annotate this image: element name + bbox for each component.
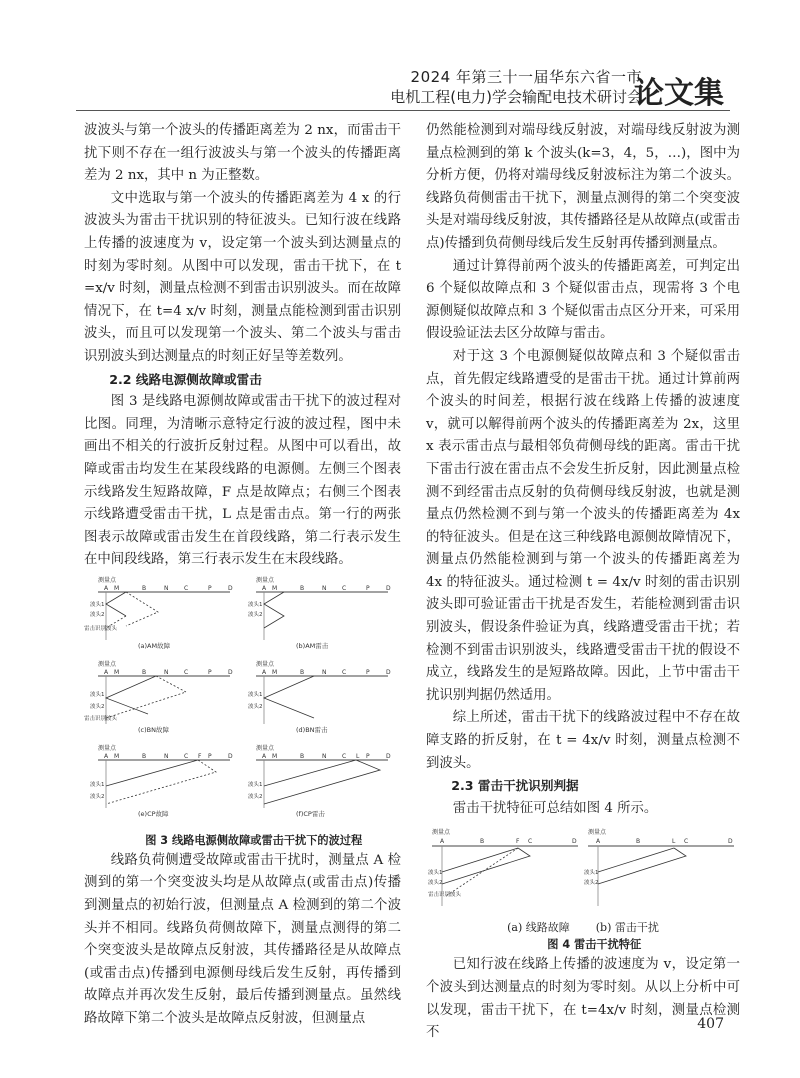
svg-text:N: N xyxy=(322,752,327,760)
svg-text:波头1: 波头1 xyxy=(584,870,599,877)
svg-text:测量点: 测量点 xyxy=(256,660,275,668)
paragraph: 雷击干扰特征可总结如图 4 所示。 xyxy=(452,800,658,816)
svg-text:波头2: 波头2 xyxy=(428,880,443,887)
svg-text:测量点: 测量点 xyxy=(588,829,607,837)
paragraph: 已知行波在线路上传播的波速度为 v，设定第一个波头到达测量点的时刻为零时刻。从以上分析中可以发现，雷击干扰下，在 t=4x/v 时刻，测量点检测不 xyxy=(426,957,740,1041)
header-rule xyxy=(76,110,730,111)
header-line2: 电机工程(电力)学会输配电技术研讨会 xyxy=(390,88,642,106)
svg-text:波头2: 波头2 xyxy=(584,880,599,887)
svg-text:测量点: 测量点 xyxy=(98,744,117,752)
paragraph: 通过计算得前两个波头的传播距离差，可判定出 6 个疑似故障点和 3 个疑似雷击点，现需将 3 个电源侧疑似故障点和 3 个疑似雷击点区分开来，可采用假设验证法去区分故障与雷击。 xyxy=(426,258,740,342)
svg-text:A: A xyxy=(104,752,109,760)
svg-text:(a)AM故障: (a)AM故障 xyxy=(138,641,171,650)
svg-text:B: B xyxy=(480,838,485,846)
svg-text:波头1: 波头1 xyxy=(248,601,263,608)
svg-text:A: A xyxy=(262,668,267,676)
svg-text:波头1: 波头1 xyxy=(90,691,105,698)
svg-text:波头2: 波头2 xyxy=(90,611,105,618)
svg-text:波头2: 波头2 xyxy=(90,793,105,800)
svg-text:D: D xyxy=(228,752,233,760)
svg-text:波头1: 波头1 xyxy=(248,781,263,788)
svg-text:L: L xyxy=(672,838,676,846)
svg-text:雷击识别波头: 雷击识别波头 xyxy=(428,892,462,899)
svg-text:(f)CP雷击: (f)CP雷击 xyxy=(296,809,325,818)
figure-4-subcaptions xyxy=(426,920,740,936)
svg-text:P: P xyxy=(208,668,212,676)
svg-text:测量点: 测量点 xyxy=(432,829,451,837)
svg-text:P: P xyxy=(366,584,370,592)
svg-text:C: C xyxy=(528,838,533,846)
svg-text:波头1: 波头1 xyxy=(428,870,443,877)
svg-text:B: B xyxy=(300,584,305,592)
svg-text:P: P xyxy=(208,752,212,760)
svg-text:雷击识别波头: 雷击识别波头 xyxy=(84,715,118,722)
svg-text:D: D xyxy=(386,668,391,676)
svg-text:波头2: 波头2 xyxy=(90,703,105,710)
svg-text:C: C xyxy=(342,668,347,676)
paragraph: 文中选取与第一个波头的传播距离差为 4 x 的行波波头为雷击干扰识别的特征波头。已知行波在线路上传播的波速度为 v，设定第一个波头到达测量点的时刻为零时刻。从图中可以发现，雷击干扰下，在 t =x/v 时刻，测量点检测不到雷击识别波头。而在故障情况下，在 t=4 x/v 时刻，测量点能检测到雷击识别波头，而且可以发现第一个波头、第二个波头与雷击识别波头到达测量点的时刻正好呈等差数列。 xyxy=(84,190,401,364)
svg-text:N: N xyxy=(164,584,169,592)
svg-text:B: B xyxy=(142,668,147,676)
svg-text:(c)BN故障: (c)BN故障 xyxy=(138,725,169,734)
svg-text:C: C xyxy=(342,584,347,592)
svg-text:L: L xyxy=(356,752,360,760)
svg-text:波头2: 波头2 xyxy=(248,611,263,618)
svg-text:F: F xyxy=(198,752,202,760)
svg-text:波头1: 波头1 xyxy=(90,601,105,608)
svg-text:A: A xyxy=(440,838,445,846)
svg-text:测量点: 测量点 xyxy=(98,660,117,668)
paragraph: 仍然能检测到对端母线反射波，对端母线反射波为测量点检测到的第 k 个波头(k=3，4，5，…)，图中为分析方便，仍将对端母线反射波标注为第二个波头。线路负荷侧雷击干扰下，测量点测得的第二个突变波头是对端母线反射波，其传播路径是从故障点(或雷击点)传播到负荷侧母线后发生反射再传播到测量点。 xyxy=(426,123,740,251)
svg-text:F: F xyxy=(516,838,520,846)
svg-text:(d)BN雷击: (d)BN雷击 xyxy=(296,725,328,734)
svg-text:P: P xyxy=(366,752,370,760)
figure-4 xyxy=(426,824,740,918)
svg-text:A: A xyxy=(104,668,109,676)
paragraph: 波波头与第一个波头的传播距离差为 2 nx，而雷击干扰下则不存在一组行波波头与第一个波头的传播距离差为 2 nx，其中 n 为正整数。 xyxy=(84,123,401,184)
svg-text:D: D xyxy=(228,668,233,676)
svg-text:波头1: 波头1 xyxy=(90,781,105,788)
svg-text:A: A xyxy=(262,752,267,760)
svg-text:M: M xyxy=(272,752,278,760)
fig4-panel-b xyxy=(584,828,734,906)
panel-f xyxy=(248,744,391,818)
section-heading: 2.3 雷击干扰识别判据 xyxy=(451,778,579,794)
svg-text:波头2: 波头2 xyxy=(248,793,263,800)
svg-text:波头1: 波头1 xyxy=(248,691,263,698)
svg-text:雷击识别波头: 雷击识别波头 xyxy=(84,625,118,632)
figure-3 xyxy=(84,574,401,828)
svg-text:D: D xyxy=(386,752,391,760)
svg-text:M: M xyxy=(114,668,120,676)
svg-text:M: M xyxy=(114,584,120,592)
svg-text:(e)CP故障: (e)CP故障 xyxy=(138,809,169,818)
svg-text:B: B xyxy=(142,584,147,592)
figure-4-caption: 图 4 雷击干扰特征 xyxy=(547,938,642,952)
svg-text:D: D xyxy=(228,584,233,592)
figure-3-caption: 图 3 线路电源侧故障或雷击干扰下的波过程 xyxy=(145,833,363,847)
paragraph: 对于这 3 个电源侧疑似故障点和 3 个疑似雷击点，首先假定线路遭受的是雷击干扰。通过计算前两个波头的时间差，根据行波在线路上传播的波速度 v，就可以解得前两个波头的传播距离差为 2x，这里 x 表示雷击点与最相邻负荷侧母线的距离。雷击干扰下雷击行波在雷击点不会发生折反射，因此测量点检测不到经雷击点反射的负荷侧母线反射波，也就是测量点仍然检测不到与第一个波头的传播距离差为 4x 的特征波头。但是在这三种线路电源侧故障情况下，测量点仍然能检测到与第一个波头的传播距离差为 4x 的特征波头。通过检测 t = 4x/v 时刻的雷击识别波头即可验证雷击干扰是否发生，若能检测到雷击识别波头，假设条件验证为真，线路遭受雷击干扰；若检测不到雷击识别波头，线路遭受雷击干扰的假设不成立，线路发生的是短路故障。因此，上节中雷击干扰识别判据仍然适用。 xyxy=(426,348,740,703)
svg-text:D: D xyxy=(728,838,733,846)
panel-e xyxy=(90,744,233,818)
svg-text:测量点: 测量点 xyxy=(98,576,117,584)
svg-text:N: N xyxy=(164,668,169,676)
svg-text:M: M xyxy=(114,752,120,760)
svg-text:(b)AM雷击: (b)AM雷击 xyxy=(296,641,329,650)
svg-text:A: A xyxy=(104,584,109,592)
svg-text:M: M xyxy=(272,668,278,676)
figure-3-diagram xyxy=(84,574,401,828)
svg-text:测量点: 测量点 xyxy=(256,744,275,752)
svg-text:D: D xyxy=(572,838,577,846)
paragraph: 线路负荷侧遭受故障或雷击干扰时，测量点 A 检测到的第一个突变波头均是从故障点(或雷击点)传播到测量点的初始行波，但测量点 A 检测到的第二个波头并不相同。线路负荷侧故障下，测量点测得的第二个突变波头是故障点反射波，其传播路径是从故障点(或雷击点)传播到电源侧母线后发生反射，再传播到故障点并再次发生反射，最后传播到测量点。虽然线路故障下第二个波头是故障点反射波，但测量点 xyxy=(84,852,401,1027)
svg-text:B: B xyxy=(300,752,305,760)
svg-text:N: N xyxy=(322,668,327,676)
svg-text:C: C xyxy=(684,838,689,846)
svg-text:C: C xyxy=(184,668,189,676)
svg-text:测量点: 测量点 xyxy=(256,576,275,584)
svg-text:B: B xyxy=(300,668,305,676)
fig4-panel-a xyxy=(428,828,578,906)
header-badge: 论文集 xyxy=(634,76,724,111)
panel-c xyxy=(84,660,233,734)
svg-text:N: N xyxy=(322,584,327,592)
svg-text:P: P xyxy=(366,668,370,676)
svg-text:B: B xyxy=(142,752,147,760)
svg-text:M: M xyxy=(272,584,278,592)
svg-text:A: A xyxy=(596,838,601,846)
subcaption-b: (b) 雷击干扰 xyxy=(595,921,659,935)
paragraph: 图 3 是线路电源侧故障或雷击干扰下的波过程对比图。同理，为清晰示意特定行波的波过程，图中未画出不相关的行波折反射过程。从图中可以看出，故障或雷击均发生在某段线路的电源侧。左侧三个图表示线路发生短路故障，F 点是故障点；右侧三个图表示线路遭受雷击干扰，L 点是雷击点。第一行的两张图表示故障或雷击发生在首段线路，第二行表示发生在中间段线路，第三行表示发生在末段线路。 xyxy=(84,394,401,568)
svg-text:D: D xyxy=(386,584,391,592)
svg-text:C: C xyxy=(342,752,347,760)
svg-text:B: B xyxy=(636,838,641,846)
subcaption-a: (a) 线路故障 xyxy=(507,921,570,935)
page-number: 407 xyxy=(697,1016,724,1032)
svg-text:P: P xyxy=(208,584,212,592)
panel-a xyxy=(84,576,233,650)
panel-b xyxy=(248,576,391,650)
panel-d xyxy=(248,660,391,734)
right-column xyxy=(426,120,740,1045)
left-column xyxy=(84,120,401,1031)
figure-4-diagram xyxy=(426,824,740,918)
section-heading: 2.2 线路电源侧故障或雷击 xyxy=(109,371,262,387)
paragraph: 综上所述，雷击干扰下的线路波过程中不存在故障支路的折反射，在 t = 4x/v 时刻，测量点检测不到波头。 xyxy=(426,710,740,771)
svg-text:C: C xyxy=(184,584,189,592)
header-line1: 2024 年第三十一届华东六省一市 xyxy=(410,68,642,86)
svg-text:C: C xyxy=(184,752,189,760)
svg-text:A: A xyxy=(262,584,267,592)
svg-text:波头2: 波头2 xyxy=(248,703,263,710)
svg-text:N: N xyxy=(164,752,169,760)
